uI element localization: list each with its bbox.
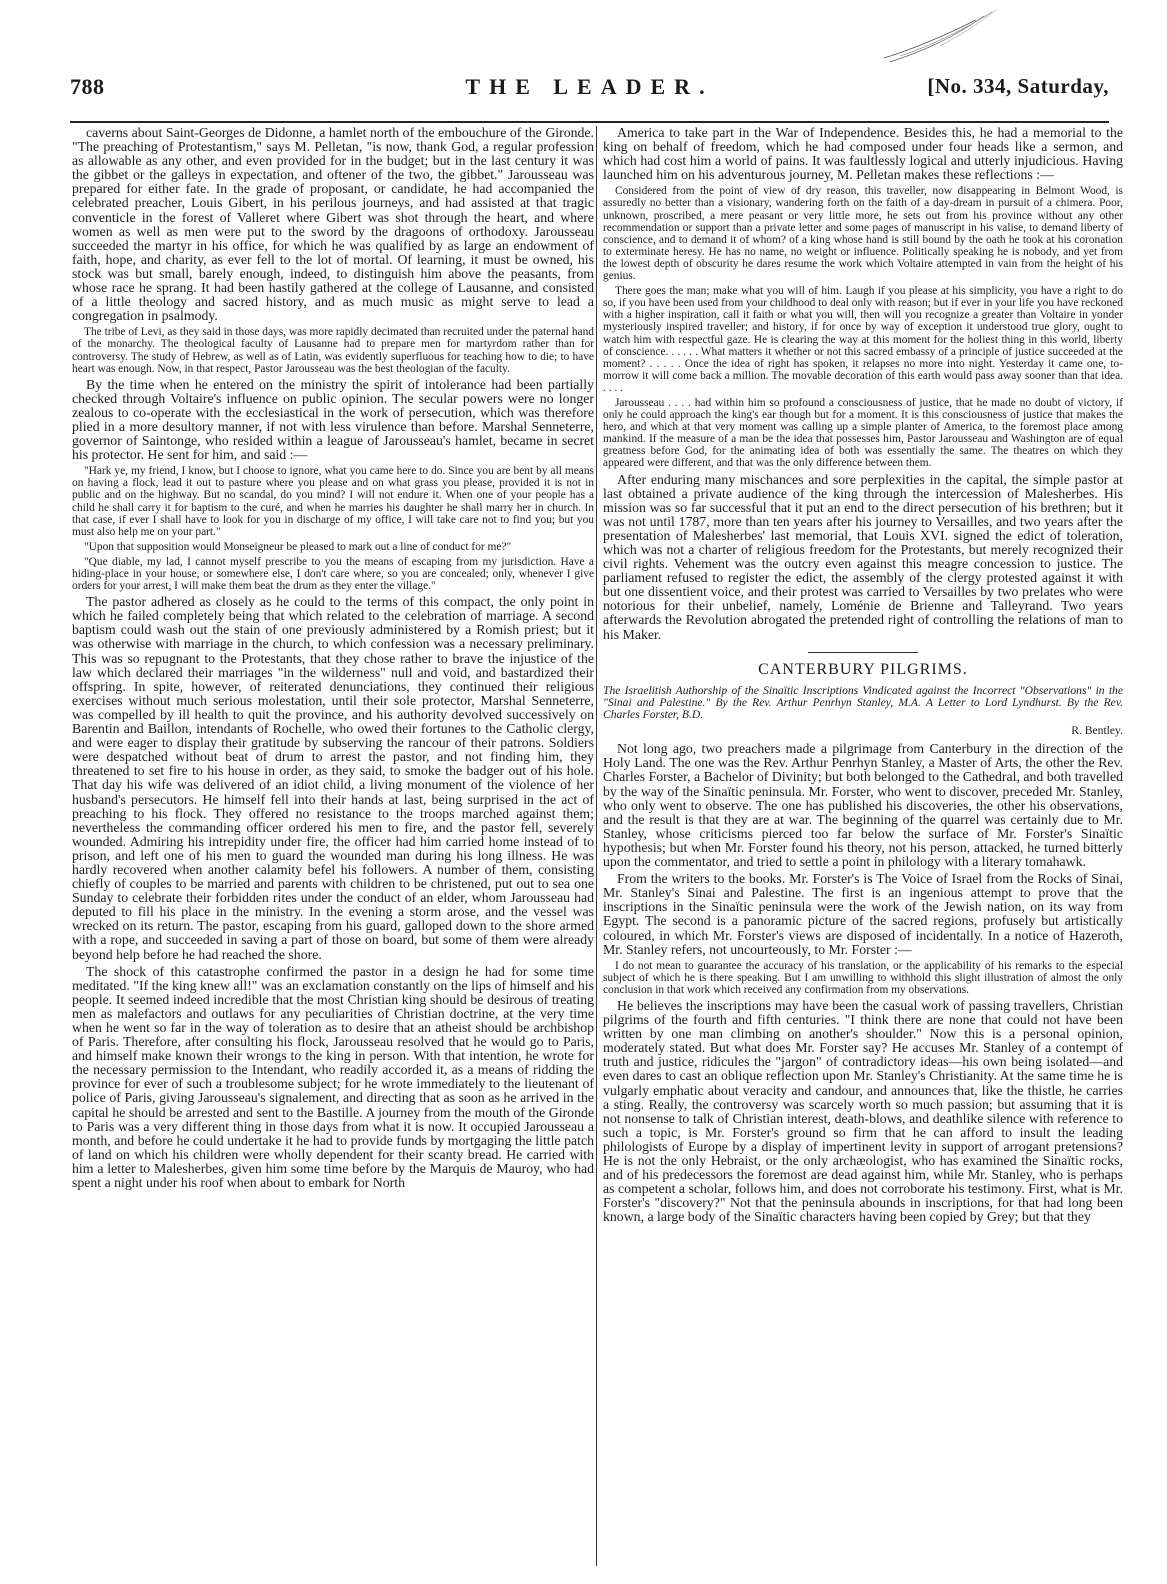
pencil-scribble-mark <box>880 6 1000 66</box>
quoted-paragraph: "Upon that supposition would Monseigneur be pleased to mark out a line of conduct for me?" <box>84 540 512 553</box>
quoted-paragraph: I do not mean to guarantee the accuracy of his translation, or the applicability of his remarks to the especial subject of which he is there speaking. But I am unwilling to withhold this slight illustration of almost the only conclusion in that work which received any confirmation from my observations. <box>603 959 1123 996</box>
masthead <box>70 74 1109 110</box>
body-paragraph: After enduring many mischances and sore perplexities in the capital, the simple pastor at last obtained a private audience of the king through the intercession of Malesherbes. His mission was so far successful that it put an end to the direct persecution of his brethren; but it was not until 1787, more than ten years after his journey to Versailles, and two years after the presentation of Malesherbes' last memorial, that Louis XVI. signed the edict of toleration, which was not a charter of religious freedom for the Protestants, but merely recognized their civil rights. Vehement was the outcry even against this meagre concession to justice. The parliament refused to register the edict, the assembly of the clergy protested against it with but one dissentient voice, and their protest was carried to Versailles by two prelates who were notorious for their unbelief, namely, Loménie de Brienne and Talleyrand. Two years afterwards the Revolution abrogated the pretended right of controlling the relations of man to his Maker. <box>603 471 1123 642</box>
quoted-paragraph: Considered from the point of view of dry reason, this traveller, now disappearing in Belmont Wood, is assuredly no better than a visionary, wandering forth on the faith of a day-dream in pursuit of a chimera. Poor, unknown, proscribed, a mere peasant or very little more, he sets out from his province without any other recommendation or support than a private letter and some pages of manuscript in his valise, to demand liberty of conscience, and to demand it of whom? of a king whose hand is still bound by the oath he took at his coronation to exterminate heresy. He has no name, no weight or influence. Politically speaking he is nobody, and yet from the lowest depth of obscurity he dares resume the work which Voltaire attempted in vain from the height of his genius. <box>603 185 1123 283</box>
quoted-paragraph: The tribe of Levi, as they said in those days, was more rapidly decimated than recruited under the paternal hand of the monarchy. The theological faculty of Lausanne had to prepare men for martyrdom rather than for controversy. The study of Hebrew, as well as of Latin, was evidently superfluous for teaching how to die; to have heart was enough. Now, in that respect, Pastor Jarousseau was the best theologian of the faculty. <box>72 326 594 375</box>
newspaper-title: THE LEADER. <box>465 74 714 99</box>
quoted-paragraph: "Hark ye, my friend, I know, but I choose to ignore, what you came here to do. Since you are bent by all means on having a flock, lead it out to pasture where you please and on what grass you please, provided it is not in public and on the highway. But no scandal, do you mind? I will not endure it. When one of your people has a child he shall carry it for baptism to the curé, and when he marries his daughter he shall marry her in church. In that case, if ever I shall have to look for you in discharge of my office, I will take care not to find you; but you must also help me on your part." <box>72 465 594 538</box>
body-paragraph: The pastor adhered as closely as he could to the terms of this compact, the only point in which he failed completely being that which related to the celebration of marriage. A second baptism could wash out the stain of one previously administered by a Romish priest; but it was otherwise with marriage in the church, to which confession was a necessary preliminary. This was so repugnant to the Protestants, that they chose rather to brave the injustice of the law which declared their marriages "in the wilderness" null and void, and bastardized their offspring. In spite, however, of reiterated denunciations, they continued their religious exercises without much serious molestation, until their sole protector, Marshal Senneterre, was compelled by ill health to quit the province, and his authority devolved successively on Barentin and Baillon, intendants of Rochelle, who owed their fortunes to the Catholic clergy, and were eager to display their gratitude by subserving the rancour of their patrons. Soldiers were despatched without beat of drum to arrest the pastor, and not finding him, they threatened to set fire to his house in order, as they said, to smoke the badger out of his hole. That day his wife was delivered of an idiot child, a living monument of the violence of her husband's persecutors. He himself fell into their hands at last, being surprised in the act of preaching to his flock. They offered no resistance to the troops marched against them; nevertheless the commanding officer ordered his men to fire, and the pastor fell, severely wounded. Admiring his intrepidity under fire, the officer had him carried home instead of to prison, and left one of his men to guard the wounded man during his long illness. He was hardly recovered when another calamity befel his followers. A number of them, consisting chiefly of couples to be married and parents with children to be christened, put out to sea one Sunday to celebrate their forbidden rites under the conduct of an elder, whom Jarousseau had deputed to fill his place in the ministry. In the evening a storm arose, and the vessel was wrecked on its return. The pastor, escaping from his guard, galloped down to the shore armed with a rope, and succeeded in saving a part of those on board, but some of them were already beyond help before he had reached the shore. <box>72 594 594 962</box>
quoted-paragraph: There goes the man; make what you will of him. Laugh if you please at his simplicity, you have a right to do so, if you have been used from your childhood to deal only with reason; but if ever in your life you have reckoned with a higher inspiration, call it faith or what you will, then will you recognize a greater than Voltaire in yonder mysteriously inspired traveller; and history, if for once by way of exception it understood true glory, ought to watch him with respectful gaze. He is clearing the way at this moment for the holiest thing in this world, liberty of conscience. . . . . . What matters it whether or not this sacred embassy of a principle of justice succeeded at the moment? . . . . . Once the idea of right has spoken, it relapses no more into night. Yesterday it came one, to-morrow it will come back a million. The movable decoration of this earth would pass away sooner than that idea. . . . . <box>603 285 1123 394</box>
right-column <box>603 126 1123 1566</box>
body-paragraph: Not long ago, two preachers made a pilgrimage from Canterbury in the direction of the Holy Land. The one was the Rev. Arthur Penrhyn Stanley, a Master of Arts, the other the Rev. Charles Forster, a Bachelor of Divinity; but both belonged to the Cathedral, and both travelled by the way of the Sinaïtic peninsula. Mr. Forster, who went to discover, preceded Mr. Stanley, who only went to observe. The one has published his discoveries, the other his observations, and the result is that they are at war. The beginning of the quarrel was certainly due to Mr. Stanley, whose criticisms pierced too far below the surface of Mr. Forster's Sinaïtic hypothesis; but when Mr. Forster found his theory, not his person, attacked, he turned bitterly upon the commentator, and tried to settle a point in philology with a literary tomahawk. <box>603 741 1123 870</box>
review-citation: The Israelitish Authorship of the Sinaïtic Inscriptions Vindicated against the Incorrect "Observations" in the "Sinai and Palestine." By the Rev. Arthur Penrhyn Stanley, M.A. A Letter to Lord Lyndhurst. By the Rev. Charles Forster, B.D. <box>603 683 1123 722</box>
page-number: 788 <box>70 74 105 99</box>
quoted-paragraph: Jarousseau . . . . had within him so profound a consciousness of justice, that he made no doubt of victory, if only he could approach the king's ear though but for a moment. It is this consciousness of justice that makes the hero, and which at that very moment was calling up a simple planter of America, to the foremost place among mankind. If the measure of a man be the idea that possesses him, Pastor Jarousseau and Washington are of equal greatness before God, for the animating idea of both was essentially the same. The theatres on which they appeared were different, and that was the only difference between them. <box>603 396 1123 470</box>
body-paragraph: He believes the inscriptions may have been the casual work of passing travellers, Christian pilgrims of the fourth and fifth centuries. "I think there are none that could not have been written by one man climbing on another's shoulder." Now this is a personal opinion, moderately stated. But what does Mr. Forster say? He accuses Mr. Stanley of a contempt of truth and justice, ridicules the "jargon" of contradictory ideas—his own being isolated—and even dares to cast an oblique reflection upon Mr. Stanley's Christianity. At the same time he is vulgarly emphatic about veracity and candour, and announces that, like the thistle, he carries a sting. Really, the controversy was scarcely worth so much passion; but assuming that it is not nonsense to talk of Christian interest, death-blows, and deathlike silence with reference to such a topic, is Mr. Forster's ground so firm that he can afford to insult the leading philologists of Europe by a display of impertinent levity in support of arrogant pretensions? He is not the only Hebraist, or the only archæologist, who has examined the Sinaïtic rocks, and of his predecessors the foremost are dead against him, while Mr. Stanley, who is perhaps as competent a scholar, follows him, and does not corroborate his testimony. First, what is Mr. Forster's "discovery?" Not that the peninsula abounds in inscriptions, for that had long been known, a large body of the Sinaïtic characters having been copied by Grey; but that they <box>603 997 1123 1225</box>
body-paragraph: By the time when he entered on the ministry the spirit of intolerance had been partially checked through Voltaire's influence on public opinion. The secular powers were no longer zealous to co-operate with the ecclesiastical in the work of persecution, which was therefore plied in a more desultory manner, if not with less virulence than before. Marshal Senneterre, governor of Saintonge, who resided within a league of Jarousseau's hamlet, became in secret his protector. He sent for him, and said :— <box>72 376 594 463</box>
body-paragraph: From the writers to the books. Mr. Forster's is The Voice of Israel from the Rocks of Sinai, Mr. Stanley's Sinai and Palestine. The first is an ingenious attempt to prove that the inscriptions in the Sinaïtic peninsula were the work of the Jewish nation, on its way from Egypt. The second is a panoramic picture of the sacred regions, profusely but artistically coloured, in which Mr. Forster's views are disposed of incidentally. In a notice of Hazeroth, Mr. Stanley refers, not uncourteously, to Mr. Forster :— <box>603 871 1123 957</box>
publisher: R. Bentley. <box>1071 723 1123 737</box>
section-rule <box>808 652 918 653</box>
section-title: CANTERBURY PILGRIMS. <box>758 660 968 678</box>
header-rule <box>70 121 1109 123</box>
body-paragraph: America to take part in the War of Independence. Besides this, he had a memorial to the king on behalf of freedom, which he had composed under four heads like a sermon, and which had cost him a world of pains. It was faultlessly logical and utterly injudicious. Having launched him on his adventurous journey, M. Pelletan makes these reflections :— <box>603 126 1123 183</box>
issue-number: [No. 334, Saturday, <box>927 74 1109 98</box>
left-column <box>72 126 594 1566</box>
body-paragraph: caverns about Saint-Georges de Didonne, a hamlet north of the embouchure of the Gironde. "The preaching of Protestantism," says M. Pelletan, "is now, thank God, a regular profession as allowable as any other, and even provided for in the budget; but in the last century it was the gibbet or the galleys in expectation, and oftener of the two, the gibbet." Jarousseau was prepared for either fate. In the grade of proposant, or candidate, he had accompanied the celebrated preacher, Louis Gibert, in his perilous journeys, and had assisted at that tragic conventicle in the forest of Valleret where Gibert was shot through the heart, and where women as well as men were put to the sword by the dragoons of orthodoxy. Jarousseau succeeded the martyr in his office, for which he was qualified by as large an endowment of faith, hope, and charity, as ever fell to the lot of mortal. Of learning, it must be owned, his stock was but small, barely enough, indeed, to distinguish him above the peasants, from whose race he sprang. It had been hastily gathered at the college of Lausanne, and consisted of a little theology and sacred history, and as much music as might serve to lead a congregation in psalmody. <box>72 126 594 324</box>
quoted-paragraph: "Que diable, my lad, I cannot myself prescribe to you the means of escaping from my jurisdiction. Have a hiding-place in your house, or somewhere else, I don't care where, so you are concealed; only, whenever I give orders for your arrest, I will make them beat the drum as they enter the village." <box>72 555 594 593</box>
column-divider <box>596 126 597 1566</box>
body-paragraph: The shock of this catastrophe confirmed the pastor in a design he had for some time meditated. "If the king knew all!" was an exclamation constantly on the lips of himself and his people. It seemed indeed incredible that the most Christian king should be desirous of treating men as malefactors and outlaws for any peculiarities of Christian doctrine, at the very time when he went so far in the way of toleration as to desire that an atheist should be archbishop of Paris. Therefore, after consulting his flock, Jarousseau resolved that he would go to Paris, and himself make known their wrongs to the king in person. With that intention, he wrote for the necessary permission to the Intendant, who readily accorded it, as a means of ridding the province for ever of such a troublesome subject; for he wrote immediately to the lieutenant of police of Paris, giving Jarousseau's signalement, and directing that as soon as he arrived in the capital he should be arrested and sent to the Bastille. A journey from the mouth of the Gironde to Paris was a very different thing in those days from what it is now. It occupied Jarousseau a month, and before he could undertake it he had to provide funds by mortgaging the little patch of land on which his children were wholly dependent for their scanty bread. He carried with him a letter to Malesherbes, given him some time before by the Marquis de Mauroy, who had spent a night under his roof when about to embark for North <box>72 963 594 1191</box>
